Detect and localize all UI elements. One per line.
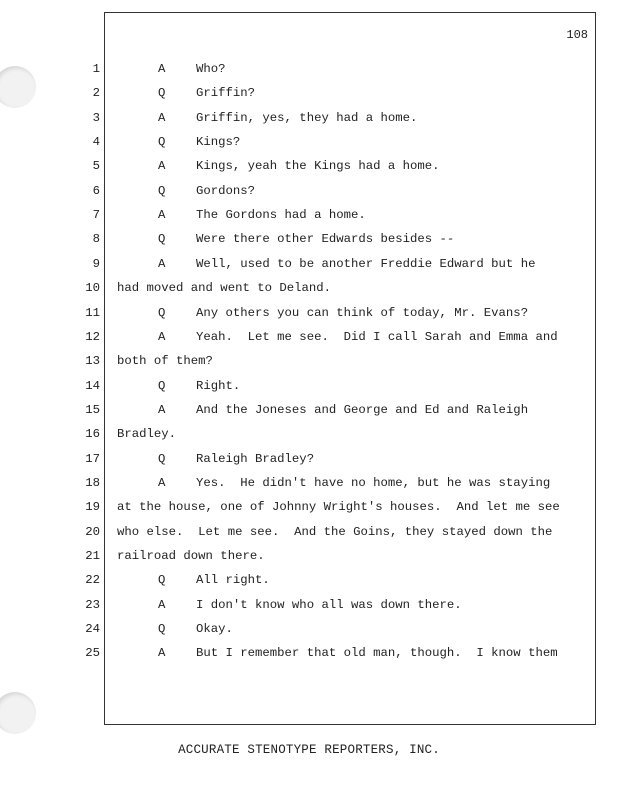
transcript-line	[0, 452, 600, 472]
line-text: But I remember that old man, though. I know them	[196, 646, 558, 661]
transcript-line	[0, 403, 600, 423]
speaker-label: A	[158, 475, 166, 490]
line-number: 2	[92, 86, 100, 101]
speaker-label: Q	[158, 378, 166, 393]
line-number: 20	[85, 524, 100, 539]
reporter-footer: ACCURATE STENOTYPE REPORTERS, INC.	[178, 743, 440, 757]
speaker-label: A	[158, 110, 166, 125]
line-text: Yeah. Let me see. Did I call Sarah and Emma and	[196, 329, 558, 344]
line-number: 12	[85, 329, 100, 344]
line-text: Raleigh Bradley?	[196, 451, 315, 466]
transcript-line	[0, 232, 600, 252]
transcript-line	[0, 330, 600, 350]
line-text: And the Joneses and George and Ed and Raleigh	[196, 402, 529, 417]
line-number: 10	[85, 281, 100, 296]
speaker-label: A	[158, 402, 166, 417]
speaker-label: Q	[158, 622, 166, 637]
line-number: 13	[85, 354, 100, 369]
speaker-label: A	[158, 597, 166, 612]
line-number: 24	[85, 622, 100, 637]
line-text: Kings, yeah the Kings had a home.	[196, 159, 440, 174]
line-number: 5	[92, 159, 100, 174]
line-text: Right.	[196, 378, 241, 393]
line-text: Yes. He didn't have no home, but he was staying	[196, 475, 551, 490]
line-text: Gordons?	[196, 183, 256, 198]
page-number: 108	[566, 28, 588, 42]
line-number: 17	[85, 451, 100, 466]
line-text: Any others you can think of today, Mr. Evans?	[196, 305, 529, 320]
transcript-line	[0, 86, 600, 106]
speaker-label: Q	[158, 183, 166, 198]
line-text: I don't know who all was down there.	[196, 597, 462, 612]
transcript-line	[0, 135, 600, 155]
speaker-label: Q	[158, 232, 166, 247]
transcript-line	[0, 62, 600, 82]
line-number: 1	[92, 62, 100, 76]
line-text: All right.	[196, 573, 270, 588]
line-text: The Gordons had a home.	[196, 208, 366, 223]
speaker-label: A	[158, 159, 166, 174]
line-number: 9	[92, 256, 100, 271]
line-text: who else. Let me see. And the Goins, they stayed down the	[117, 524, 553, 539]
transcript-line	[0, 306, 600, 326]
line-number: 16	[85, 427, 100, 442]
speaker-label: A	[158, 208, 166, 223]
line-number: 22	[85, 573, 100, 588]
transcript-line	[0, 476, 600, 496]
speaker-label: Q	[158, 451, 166, 466]
transcript-line	[0, 159, 600, 179]
transcript-line	[0, 549, 600, 569]
transcript-line	[0, 646, 600, 666]
line-number: 25	[85, 646, 100, 661]
line-text: both of them?	[117, 354, 213, 369]
transcript-line	[0, 622, 600, 642]
transcript-line	[0, 525, 600, 545]
line-text: Kings?	[196, 135, 241, 150]
line-number: 11	[85, 305, 100, 320]
line-number: 21	[85, 549, 100, 563]
line-text: Well, used to be another Freddie Edward but he	[196, 256, 536, 271]
line-number: 23	[85, 597, 100, 612]
line-number: 6	[92, 183, 100, 198]
line-number: 18	[85, 475, 100, 490]
speaker-label: A	[158, 329, 166, 344]
transcript-line	[0, 573, 600, 593]
speaker-label: A	[158, 646, 166, 661]
transcript-line	[0, 281, 600, 301]
line-text: Who?	[196, 62, 226, 76]
line-number: 8	[92, 232, 100, 247]
speaker-label: Q	[158, 305, 166, 320]
line-text: Griffin, yes, they had a home.	[196, 110, 418, 125]
transcript-line	[0, 208, 600, 228]
speaker-label: Q	[158, 573, 166, 588]
transcript-line	[0, 257, 600, 277]
line-number: 4	[92, 135, 100, 150]
transcript-line	[0, 427, 600, 447]
line-text: Bradley.	[117, 427, 177, 442]
transcript-line	[0, 184, 600, 204]
transcript-line	[0, 111, 600, 131]
speaker-label: Q	[158, 86, 166, 101]
line-text: Okay.	[196, 622, 233, 637]
line-number: 15	[85, 402, 100, 417]
transcript-line	[0, 500, 600, 520]
line-number: 3	[92, 110, 100, 125]
transcript-line	[0, 354, 600, 374]
speaker-label: Q	[158, 135, 166, 150]
punch-hole-bottom	[0, 692, 36, 734]
line-number: 19	[85, 500, 100, 515]
speaker-label: A	[158, 62, 166, 76]
transcript-line	[0, 598, 600, 618]
line-text: had moved and went to Deland.	[117, 281, 332, 296]
line-text: Were there other Edwards besides --	[196, 232, 455, 247]
line-number: 7	[92, 208, 100, 223]
transcript-line	[0, 379, 600, 399]
line-text: Griffin?	[196, 86, 256, 101]
line-text: railroad down there.	[117, 549, 265, 563]
line-number: 14	[85, 378, 100, 393]
line-text: at the house, one of Johnny Wright's houses. And let me see	[117, 500, 560, 515]
speaker-label: A	[158, 256, 166, 271]
